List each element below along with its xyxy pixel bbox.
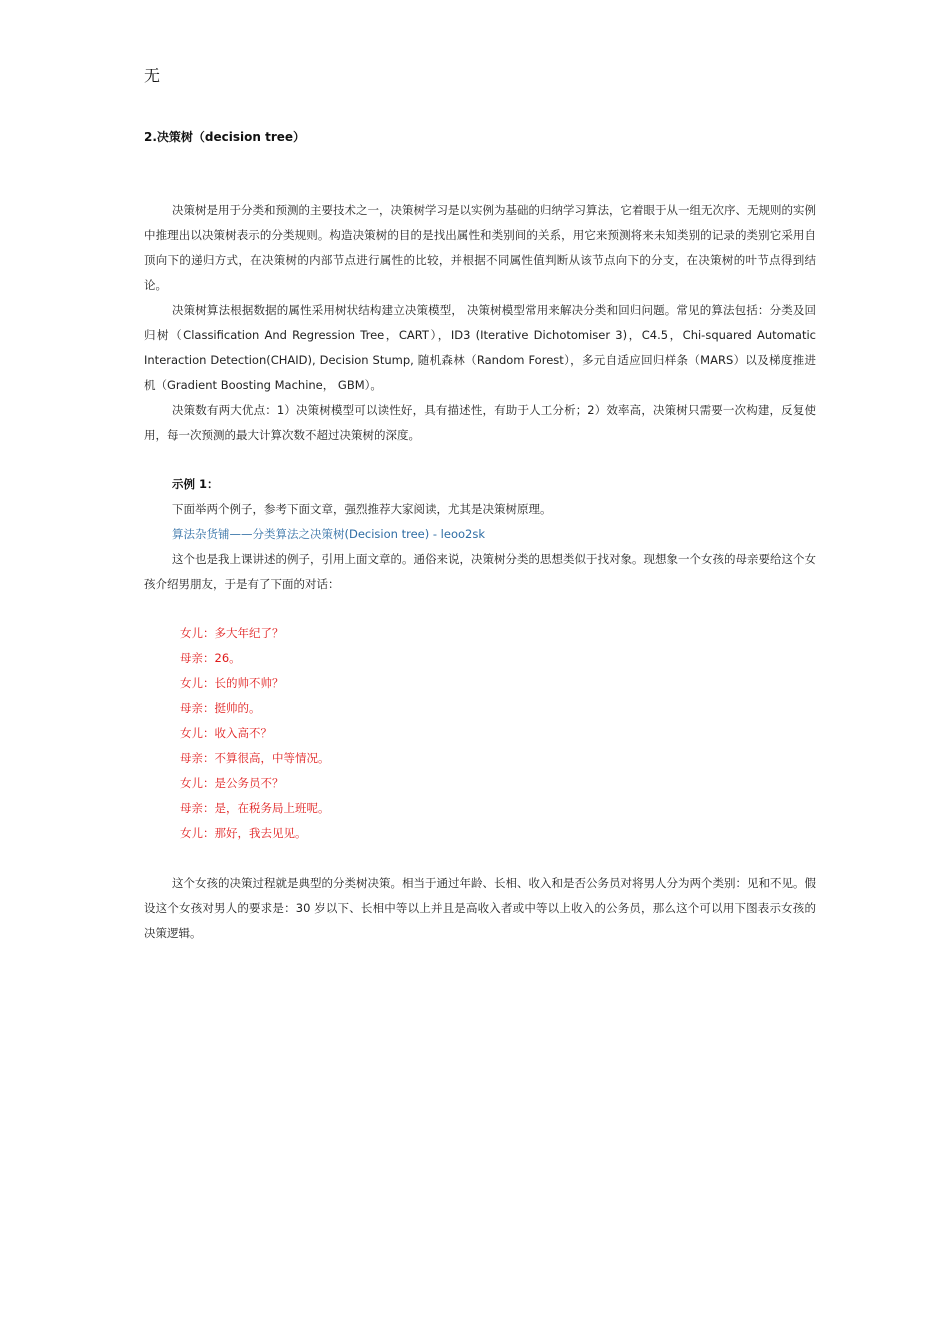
section-heading: 2.决策树（decision tree） — [144, 130, 306, 144]
example-description: 这个也是我上课讲述的例子，引用上面文章的。通俗来说，决策树分类的思想类似于找对象。现想象一个女孩的母亲要给这个女孩介绍男朋友，于是有了下面的对话： — [144, 552, 816, 591]
example-intro-line: 下面举两个例子，参考下面文章，强烈推荐大家阅读，尤其是决策树原理。 — [172, 502, 552, 516]
dialog-line: 女儿：那好，我去见见。 — [180, 826, 307, 840]
dialog-line: 母亲：是，在税务局上班呢。 — [180, 801, 330, 815]
conclusion-paragraph: 这个女孩的决策过程就是典型的分类树决策。相当于通过年龄、长相、收入和是否公务员对将男人分为两个类别：见和不见。假设这个女孩对男人的要求是：30 岁以下、长相中等以上并且是高收入者或中等以上收入的公务员，那么这个可以用下图表示女孩的决策逻辑。 — [144, 876, 816, 940]
dialog-line: 女儿：是公务员不？ — [180, 776, 284, 790]
intro-paragraph-algorithms: 决策树算法根据数据的属性采用树状结构建立决策模型， 决策树模型常用来解决分类和回归问题。常见的算法包括：分类及回归树（Classification And Regression Tree，CART），ID3 (Iterative Dichotomiser 3)，C4.5，Chi-squared Automatic Interaction Detection(CHAID), Decision Stump, 随机森林（Random Forest），多元自适应回归样条（MARS）以及梯度推进机（Gradient Boosting Machine， GBM）。 — [144, 303, 816, 392]
intro-paragraph-definition: 决策树是用于分类和预测的主要技术之一，决策树学习是以实例为基础的归纳学习算法，它着眼于从一组无次序、无规则的实例中推理出以决策树表示的分类规则。构造决策树的目的是找出属性和类别间的关系，用它来预测将来未知类别的记录的类别它采用自顶向下的递归方式，在决策树的内部节点进行属性的比较，并根据不同属性值判断从该节点向下的分支，在决策树的叶节点得到结论。 — [144, 203, 816, 292]
dialog-line: 母亲：挺帅的。 — [180, 701, 261, 715]
dialog-line: 女儿：收入高不？ — [180, 726, 272, 740]
page-top-character: 无 — [144, 66, 161, 85]
dialog-line: 母亲：26。 — [180, 651, 241, 665]
dialog-line: 母亲：不算很高，中等情况。 — [180, 751, 330, 765]
dialog-line: 女儿：长的帅不帅？ — [180, 676, 284, 690]
reference-article-link[interactable]: 算法杂货铺——分类算法之决策树(Decision tree) - leoo2sk — [172, 527, 485, 541]
dialog-block — [180, 621, 330, 846]
example-label: 示例 1： — [172, 477, 219, 491]
intro-paragraphs — [144, 198, 816, 448]
example-link-line — [144, 522, 816, 547]
conclusion-section — [144, 871, 816, 946]
intro-paragraph-advantages: 决策数有两大优点：1）决策树模型可以读性好，具有描述性，有助于人工分析；2）效率高，决策树只需要一次构建，反复使用，每一次预测的最大计算次数不超过决策树的深度。 — [144, 403, 816, 442]
example-section — [144, 472, 816, 597]
dialog-line: 女儿：多大年纪了？ — [180, 626, 284, 640]
